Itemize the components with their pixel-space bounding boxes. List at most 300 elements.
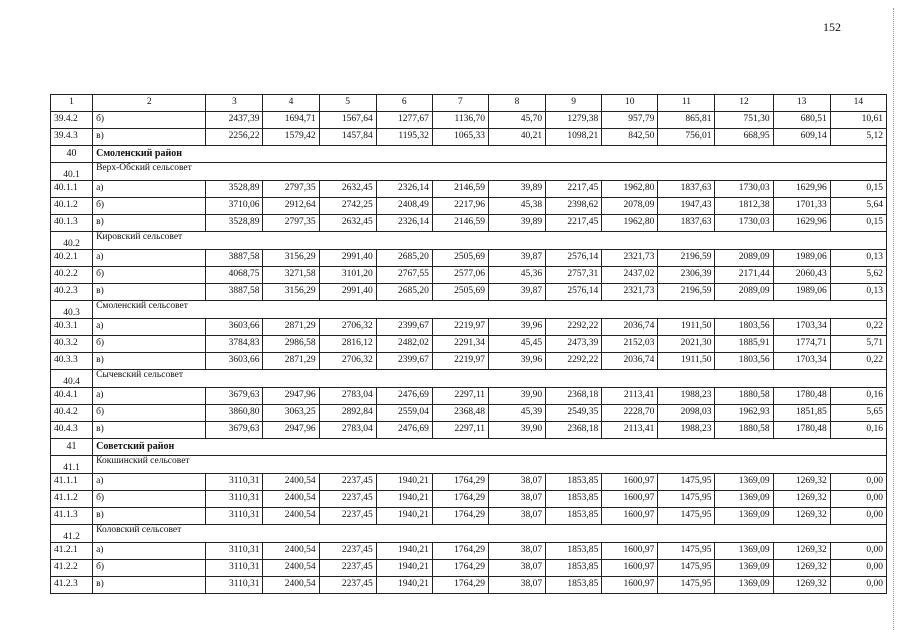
table-cell: 609,14	[773, 129, 830, 146]
table-cell: 1703,34	[773, 353, 830, 370]
table-cell: 2559,04	[376, 405, 432, 422]
table-cell: 1369,09	[715, 474, 773, 491]
table-cell: 2398,62	[546, 198, 602, 215]
table-cell: 2256,22	[206, 129, 263, 146]
table-cell: 2912,64	[263, 198, 319, 215]
table-cell: 2576,14	[546, 284, 602, 301]
table-cell: 1837,63	[658, 215, 715, 232]
table-cell: 1962,80	[602, 215, 658, 232]
row-variant: а)	[93, 388, 206, 405]
table-cell: 2368,18	[546, 422, 602, 439]
table-cell: 39,90	[488, 422, 545, 439]
table-cell: 3528,89	[206, 215, 263, 232]
table-cell: 1764,29	[432, 474, 488, 491]
table-cell: 1269,32	[773, 508, 830, 525]
table-cell: 1475,95	[658, 474, 715, 491]
subdivision-row	[51, 232, 887, 250]
subdivision-id: 40.3	[51, 301, 93, 319]
table-cell: 2706,32	[319, 353, 376, 370]
row-variant: в)	[93, 129, 206, 146]
row-variant: а)	[93, 250, 206, 267]
table-cell: 1600,97	[602, 508, 658, 525]
table-row	[51, 215, 887, 232]
row-variant: б)	[93, 112, 206, 129]
tariff-table	[50, 94, 887, 594]
table-cell: 45,38	[488, 198, 545, 215]
table-cell: 680,51	[773, 112, 830, 129]
row-id: 40.3.1	[51, 319, 93, 336]
row-variant: в)	[93, 215, 206, 232]
table-row	[51, 543, 887, 560]
table-cell: 3110,31	[206, 474, 263, 491]
table-cell: 2476,69	[376, 388, 432, 405]
table-cell: 5,12	[830, 129, 886, 146]
table-cell: 1940,21	[376, 543, 432, 560]
table-cell: 1600,97	[602, 543, 658, 560]
table-cell: 0,22	[830, 319, 886, 336]
table-cell: 0,13	[830, 250, 886, 267]
table-cell: 3271,58	[263, 267, 319, 284]
table-cell: 0,00	[830, 508, 886, 525]
table-cell: 1764,29	[432, 577, 488, 594]
table-cell: 2021,30	[658, 336, 715, 353]
row-id: 41.2.2	[51, 560, 93, 577]
table-cell: 1369,09	[715, 543, 773, 560]
table-cell: 2089,09	[715, 284, 773, 301]
table-cell: 0,00	[830, 491, 886, 508]
row-id: 40.1.3	[51, 215, 93, 232]
table-cell: 0,22	[830, 353, 886, 370]
table-cell: 2706,32	[319, 319, 376, 336]
table-cell: 39,87	[488, 250, 545, 267]
table-cell: 1475,95	[658, 577, 715, 594]
table-cell: 0,15	[830, 181, 886, 198]
table-cell: 2321,73	[602, 250, 658, 267]
table-cell: 38,07	[488, 560, 545, 577]
table-cell: 1853,85	[546, 508, 602, 525]
table-cell: 2742,25	[319, 198, 376, 215]
table-cell: 2228,70	[602, 405, 658, 422]
table-cell: 2219,97	[432, 319, 488, 336]
subdivision-name: Сычевский сельсовет	[93, 370, 887, 388]
table-cell: 2437,02	[602, 267, 658, 284]
table-cell: 1475,95	[658, 491, 715, 508]
table-cell: 1774,71	[773, 336, 830, 353]
subdivision-row	[51, 163, 887, 181]
table-cell: 1277,67	[376, 112, 432, 129]
table-cell: 1853,85	[546, 577, 602, 594]
table-cell: 865,81	[658, 112, 715, 129]
table-cell: 1269,32	[773, 491, 830, 508]
table-cell: 2400,54	[263, 491, 319, 508]
subdivision-row	[51, 301, 887, 319]
table-cell: 2797,35	[263, 181, 319, 198]
table-cell: 2237,45	[319, 474, 376, 491]
table-cell: 10,61	[830, 112, 886, 129]
table-cell: 1940,21	[376, 560, 432, 577]
table-cell: 1369,09	[715, 491, 773, 508]
table-cell: 39,89	[488, 215, 545, 232]
table-cell: 2060,43	[773, 267, 830, 284]
table-cell: 1885,91	[715, 336, 773, 353]
table-cell: 38,07	[488, 543, 545, 560]
table-cell: 0,16	[830, 422, 886, 439]
subdivision-name: Верх-Обский сельсовет	[93, 163, 887, 181]
table-cell: 39,96	[488, 319, 545, 336]
table-cell: 1988,23	[658, 388, 715, 405]
table-cell: 2400,54	[263, 560, 319, 577]
table-cell: 1962,80	[602, 181, 658, 198]
table-cell: 2078,09	[602, 198, 658, 215]
table-cell: 2767,55	[376, 267, 432, 284]
table-cell: 1701,33	[773, 198, 830, 215]
subdivision-id: 41.2	[51, 525, 93, 543]
table-cell: 2576,14	[546, 250, 602, 267]
table-cell: 1703,34	[773, 319, 830, 336]
table-cell: 3156,29	[263, 284, 319, 301]
table-cell: 2036,74	[602, 353, 658, 370]
table-cell: 2549,35	[546, 405, 602, 422]
table-cell: 2991,40	[319, 250, 376, 267]
row-id: 40.1.2	[51, 198, 93, 215]
table-row	[51, 577, 887, 594]
table-cell: 2892,84	[319, 405, 376, 422]
table-cell: 0,00	[830, 577, 886, 594]
table-cell: 1947,43	[658, 198, 715, 215]
subdivision-name: Смоленский сельсовет	[93, 301, 887, 319]
row-variant: б)	[93, 336, 206, 353]
table-cell: 2947,96	[263, 388, 319, 405]
table-cell: 2757,31	[546, 267, 602, 284]
table-cell: 1940,21	[376, 508, 432, 525]
row-id: 41.1.2	[51, 491, 93, 508]
table-cell: 2237,45	[319, 543, 376, 560]
table-cell: 2146,59	[432, 215, 488, 232]
table-cell: 2217,96	[432, 198, 488, 215]
table-cell: 0,15	[830, 215, 886, 232]
column-header: 2	[93, 95, 206, 112]
row-id: 40.3.2	[51, 336, 93, 353]
column-header: 11	[658, 95, 715, 112]
table-cell: 1780,48	[773, 388, 830, 405]
table-cell: 2408,49	[376, 198, 432, 215]
table-cell: 2219,97	[432, 353, 488, 370]
table-cell: 2577,06	[432, 267, 488, 284]
district-row	[51, 146, 887, 163]
table-cell: 2871,29	[263, 319, 319, 336]
district-id: 41	[51, 439, 93, 456]
table-cell: 2217,45	[546, 215, 602, 232]
table-cell: 2291,34	[432, 336, 488, 353]
column-header: 1	[51, 95, 93, 112]
row-variant: в)	[93, 508, 206, 525]
table-cell: 1837,63	[658, 181, 715, 198]
page-number: 152	[823, 20, 841, 34]
table-cell: 2237,45	[319, 577, 376, 594]
row-variant: б)	[93, 560, 206, 577]
table-cell: 1475,95	[658, 560, 715, 577]
table-row	[51, 112, 887, 129]
table-cell: 2632,45	[319, 181, 376, 198]
table-cell: 1730,03	[715, 215, 773, 232]
column-header: 8	[488, 95, 545, 112]
column-header: 3	[206, 95, 263, 112]
table-row	[51, 198, 887, 215]
table-cell: 39,96	[488, 353, 545, 370]
table-cell: 2326,14	[376, 215, 432, 232]
row-id: 41.2.3	[51, 577, 93, 594]
subdivision-name: Кировский сельсовет	[93, 232, 887, 250]
table-cell: 2482,02	[376, 336, 432, 353]
table-cell: 2400,54	[263, 474, 319, 491]
table-cell: 1369,09	[715, 508, 773, 525]
table-cell: 1780,48	[773, 422, 830, 439]
table-cell: 1764,29	[432, 491, 488, 508]
table-cell: 1940,21	[376, 577, 432, 594]
table-cell: 1629,96	[773, 215, 830, 232]
column-header: 12	[715, 95, 773, 112]
table-cell: 1880,58	[715, 422, 773, 439]
table-cell: 2437,39	[206, 112, 263, 129]
table-cell: 1988,23	[658, 422, 715, 439]
row-variant: в)	[93, 577, 206, 594]
table-cell: 2783,04	[319, 422, 376, 439]
table-cell: 957,79	[602, 112, 658, 129]
table-cell: 2089,09	[715, 250, 773, 267]
table-row	[51, 250, 887, 267]
table-cell: 1853,85	[546, 491, 602, 508]
table-cell: 2400,54	[263, 508, 319, 525]
table-cell: 1880,58	[715, 388, 773, 405]
table-cell: 2306,39	[658, 267, 715, 284]
row-id: 39.4.3	[51, 129, 93, 146]
table-row	[51, 388, 887, 405]
table-cell: 1730,03	[715, 181, 773, 198]
table-cell: 1853,85	[546, 543, 602, 560]
table-cell: 3860,80	[206, 405, 263, 422]
subdivision-id: 40.4	[51, 370, 93, 388]
table-cell: 3156,29	[263, 250, 319, 267]
table-cell: 1195,32	[376, 129, 432, 146]
table-row	[51, 560, 887, 577]
table-cell: 1911,50	[658, 353, 715, 370]
table-cell: 3528,89	[206, 181, 263, 198]
subdivision-row	[51, 525, 887, 543]
row-id: 40.4.2	[51, 405, 93, 422]
table-cell: 2098,03	[658, 405, 715, 422]
table-cell: 1098,21	[546, 129, 602, 146]
table-cell: 2783,04	[319, 388, 376, 405]
table-cell: 5,65	[830, 405, 886, 422]
table-cell: 756,01	[658, 129, 715, 146]
row-variant: б)	[93, 267, 206, 284]
table-cell: 2871,29	[263, 353, 319, 370]
table-cell: 5,62	[830, 267, 886, 284]
table-cell: 1629,96	[773, 181, 830, 198]
row-id: 41.1.1	[51, 474, 93, 491]
table-cell: 2368,18	[546, 388, 602, 405]
table-cell: 1269,32	[773, 474, 830, 491]
table-cell: 2797,35	[263, 215, 319, 232]
table-cell: 5,64	[830, 198, 886, 215]
district-name: Смоленский район	[93, 146, 887, 163]
table-cell: 3101,20	[319, 267, 376, 284]
table-cell: 2685,20	[376, 284, 432, 301]
table-row	[51, 129, 887, 146]
column-header: 4	[263, 95, 319, 112]
table-cell: 0,16	[830, 388, 886, 405]
table-cell: 1989,06	[773, 250, 830, 267]
row-id: 41.2.1	[51, 543, 93, 560]
table-cell: 1579,42	[263, 129, 319, 146]
table-cell: 3603,66	[206, 353, 263, 370]
table-cell: 2685,20	[376, 250, 432, 267]
table-cell: 1911,50	[658, 319, 715, 336]
table-cell: 1940,21	[376, 491, 432, 508]
table-cell: 2036,74	[602, 319, 658, 336]
table-cell: 751,30	[715, 112, 773, 129]
table-cell: 1812,38	[715, 198, 773, 215]
subdivision-name: Кокшинский сельсовет	[93, 456, 887, 474]
table-cell: 2399,67	[376, 353, 432, 370]
table-cell: 3679,63	[206, 388, 263, 405]
district-id: 40	[51, 146, 93, 163]
district-name: Советский район	[93, 439, 887, 456]
row-variant: а)	[93, 181, 206, 198]
table-cell: 1369,09	[715, 560, 773, 577]
table-cell: 2505,69	[432, 284, 488, 301]
table-cell: 2196,59	[658, 250, 715, 267]
table-cell: 2986,58	[263, 336, 319, 353]
subdivision-row	[51, 370, 887, 388]
table-cell: 3784,83	[206, 336, 263, 353]
table-cell: 2171,44	[715, 267, 773, 284]
table-row	[51, 336, 887, 353]
row-variant: б)	[93, 491, 206, 508]
table-cell: 2505,69	[432, 250, 488, 267]
subdivision-row	[51, 456, 887, 474]
table-cell: 2237,45	[319, 491, 376, 508]
table-cell: 39,89	[488, 181, 545, 198]
table-cell: 2237,45	[319, 508, 376, 525]
table-cell: 2473,39	[546, 336, 602, 353]
table-cell: 2321,73	[602, 284, 658, 301]
table-cell: 1764,29	[432, 543, 488, 560]
table-cell: 2399,67	[376, 319, 432, 336]
table-row	[51, 181, 887, 198]
subdivision-name: Коловский сельсовет	[93, 525, 887, 543]
column-header: 5	[319, 95, 376, 112]
table-cell: 3887,58	[206, 250, 263, 267]
table-row	[51, 319, 887, 336]
table-cell: 2297,11	[432, 388, 488, 405]
table-cell: 38,07	[488, 577, 545, 594]
column-header: 7	[432, 95, 488, 112]
table-cell: 3603,66	[206, 319, 263, 336]
table-cell: 2326,14	[376, 181, 432, 198]
table-cell: 3110,31	[206, 543, 263, 560]
row-variant: а)	[93, 474, 206, 491]
table-cell: 1694,71	[263, 112, 319, 129]
row-id: 40.1.1	[51, 181, 93, 198]
table-row	[51, 267, 887, 284]
table-cell: 38,07	[488, 474, 545, 491]
row-variant: в)	[93, 353, 206, 370]
table-cell: 0,00	[830, 474, 886, 491]
table-cell: 1853,85	[546, 474, 602, 491]
table-cell: 668,95	[715, 129, 773, 146]
page-edge-line	[893, 8, 894, 630]
table-cell: 45,39	[488, 405, 545, 422]
table-cell: 3887,58	[206, 284, 263, 301]
table-row	[51, 284, 887, 301]
row-id: 40.4.3	[51, 422, 93, 439]
row-variant: в)	[93, 284, 206, 301]
table-cell: 2368,48	[432, 405, 488, 422]
row-variant: в)	[93, 422, 206, 439]
table-cell: 3110,31	[206, 491, 263, 508]
table-cell: 1764,29	[432, 560, 488, 577]
row-id: 40.2.1	[51, 250, 93, 267]
row-variant: б)	[93, 198, 206, 215]
row-id: 40.3.3	[51, 353, 93, 370]
table-cell: 2217,45	[546, 181, 602, 198]
table-cell: 0,00	[830, 543, 886, 560]
table-cell: 39,90	[488, 388, 545, 405]
table-cell: 2476,69	[376, 422, 432, 439]
table-cell: 3679,63	[206, 422, 263, 439]
table-cell: 2991,40	[319, 284, 376, 301]
table-cell: 45,70	[488, 112, 545, 129]
table-cell: 2400,54	[263, 577, 319, 594]
table-cell: 3110,31	[206, 560, 263, 577]
table-cell: 1600,97	[602, 491, 658, 508]
table-row	[51, 508, 887, 525]
table-cell: 1851,85	[773, 405, 830, 422]
table-cell: 1475,95	[658, 508, 715, 525]
table-cell: 2400,54	[263, 543, 319, 560]
table-cell: 1269,32	[773, 560, 830, 577]
column-header: 14	[830, 95, 886, 112]
table-cell: 1940,21	[376, 474, 432, 491]
table-cell: 842,50	[602, 129, 658, 146]
table-cell: 1269,32	[773, 543, 830, 560]
table-row	[51, 491, 887, 508]
table-cell: 2632,45	[319, 215, 376, 232]
table-cell: 2816,12	[319, 336, 376, 353]
table-cell: 0,13	[830, 284, 886, 301]
table-row	[51, 474, 887, 491]
column-header: 9	[546, 95, 602, 112]
column-header: 6	[376, 95, 432, 112]
table-cell: 2113,41	[602, 388, 658, 405]
table-cell: 3110,31	[206, 508, 263, 525]
table-cell: 38,07	[488, 508, 545, 525]
table-cell: 2947,96	[263, 422, 319, 439]
table-cell: 3710,06	[206, 198, 263, 215]
table-cell: 1803,56	[715, 319, 773, 336]
table-cell: 1269,32	[773, 577, 830, 594]
table-cell: 1989,06	[773, 284, 830, 301]
table-cell: 1853,85	[546, 560, 602, 577]
column-header: 13	[773, 95, 830, 112]
table-cell: 1457,84	[319, 129, 376, 146]
table-cell: 1475,95	[658, 543, 715, 560]
table-cell: 1600,97	[602, 474, 658, 491]
table-cell: 45,45	[488, 336, 545, 353]
subdivision-id: 40.1	[51, 163, 93, 181]
table-cell: 2113,41	[602, 422, 658, 439]
